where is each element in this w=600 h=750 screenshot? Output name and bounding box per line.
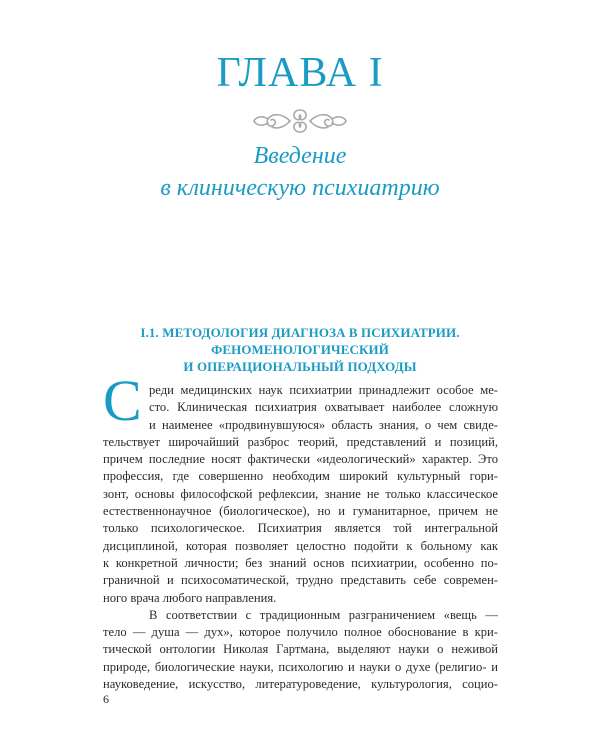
text-line: только психологическое. Психиатрия является той интегральной [103,521,498,536]
page-number: 6 [103,692,109,706]
text-line: реди медицинских наук психиатрии принадлежит особое ме- [149,383,498,397]
text-line: к конкретной личности; без знаний основ психиатрии, особенно по- [103,555,498,570]
body-text [103,382,498,693]
text-line: науковедение, искусство, литературоведение, культурология, социо- [103,677,498,692]
text-line: ного врача любого направления. [103,590,277,605]
heading-line: И ОПЕРАЦИОНАЛЬНЫЙ ПОДХОДЫ [183,359,417,374]
heading-line: ФЕНОМЕНОЛОГИЧЕСКИЙ [211,342,389,357]
text-line: В соответствии с традиционным разграничением «вещь — [149,607,498,622]
text-line: тельствует широчайший разброс теорий, представлений и позиций, [103,434,498,449]
chapter-title: ГЛАВА I [216,50,384,96]
subtitle-line: в клиническую психиатрию [160,175,440,201]
text-line: тической онтологии Николая Гартмана, выделяют науки о неживой [103,642,498,657]
text-line: естественнонаучное (биологическое), но и гуманитарное, причем не [103,504,498,519]
text-line: тело — душа — дух», которое получило полное обоснование в кри- [103,625,498,640]
chapter-subtitle [0,140,600,204]
ornament-divider-icon [250,104,350,138]
text-line: сто. Клиническая психиатрия охватывает наиболее сложную [149,400,498,415]
text-line: причем последние носят фактически «идеологический» характер. Это [103,452,498,467]
heading-line: I.1. МЕТОДОЛОГИЯ ДИАГНОЗА В ПСИХИАТРИИ. [140,325,460,340]
subtitle-line: Введение [253,143,347,169]
text-line: дисциплиной, которая позволяет целостно подойти к больному как [103,538,498,553]
text-line: профессия, где совершенно необходим широкий культурный гори- [103,469,498,484]
text-line: и наименее «продвинувшуюся» область знания, о чем свиде- [149,417,498,432]
text-line: граничной и психосоматической, трудно представить себе современ- [103,573,498,588]
section-heading [130,324,470,375]
text-line: зонт, основы философской рефлексии, знание не только классическое [103,486,498,501]
drop-cap: С [103,368,142,433]
text-line: природе, биологические науки, психологию и науки о духе (религио- и [103,659,498,674]
